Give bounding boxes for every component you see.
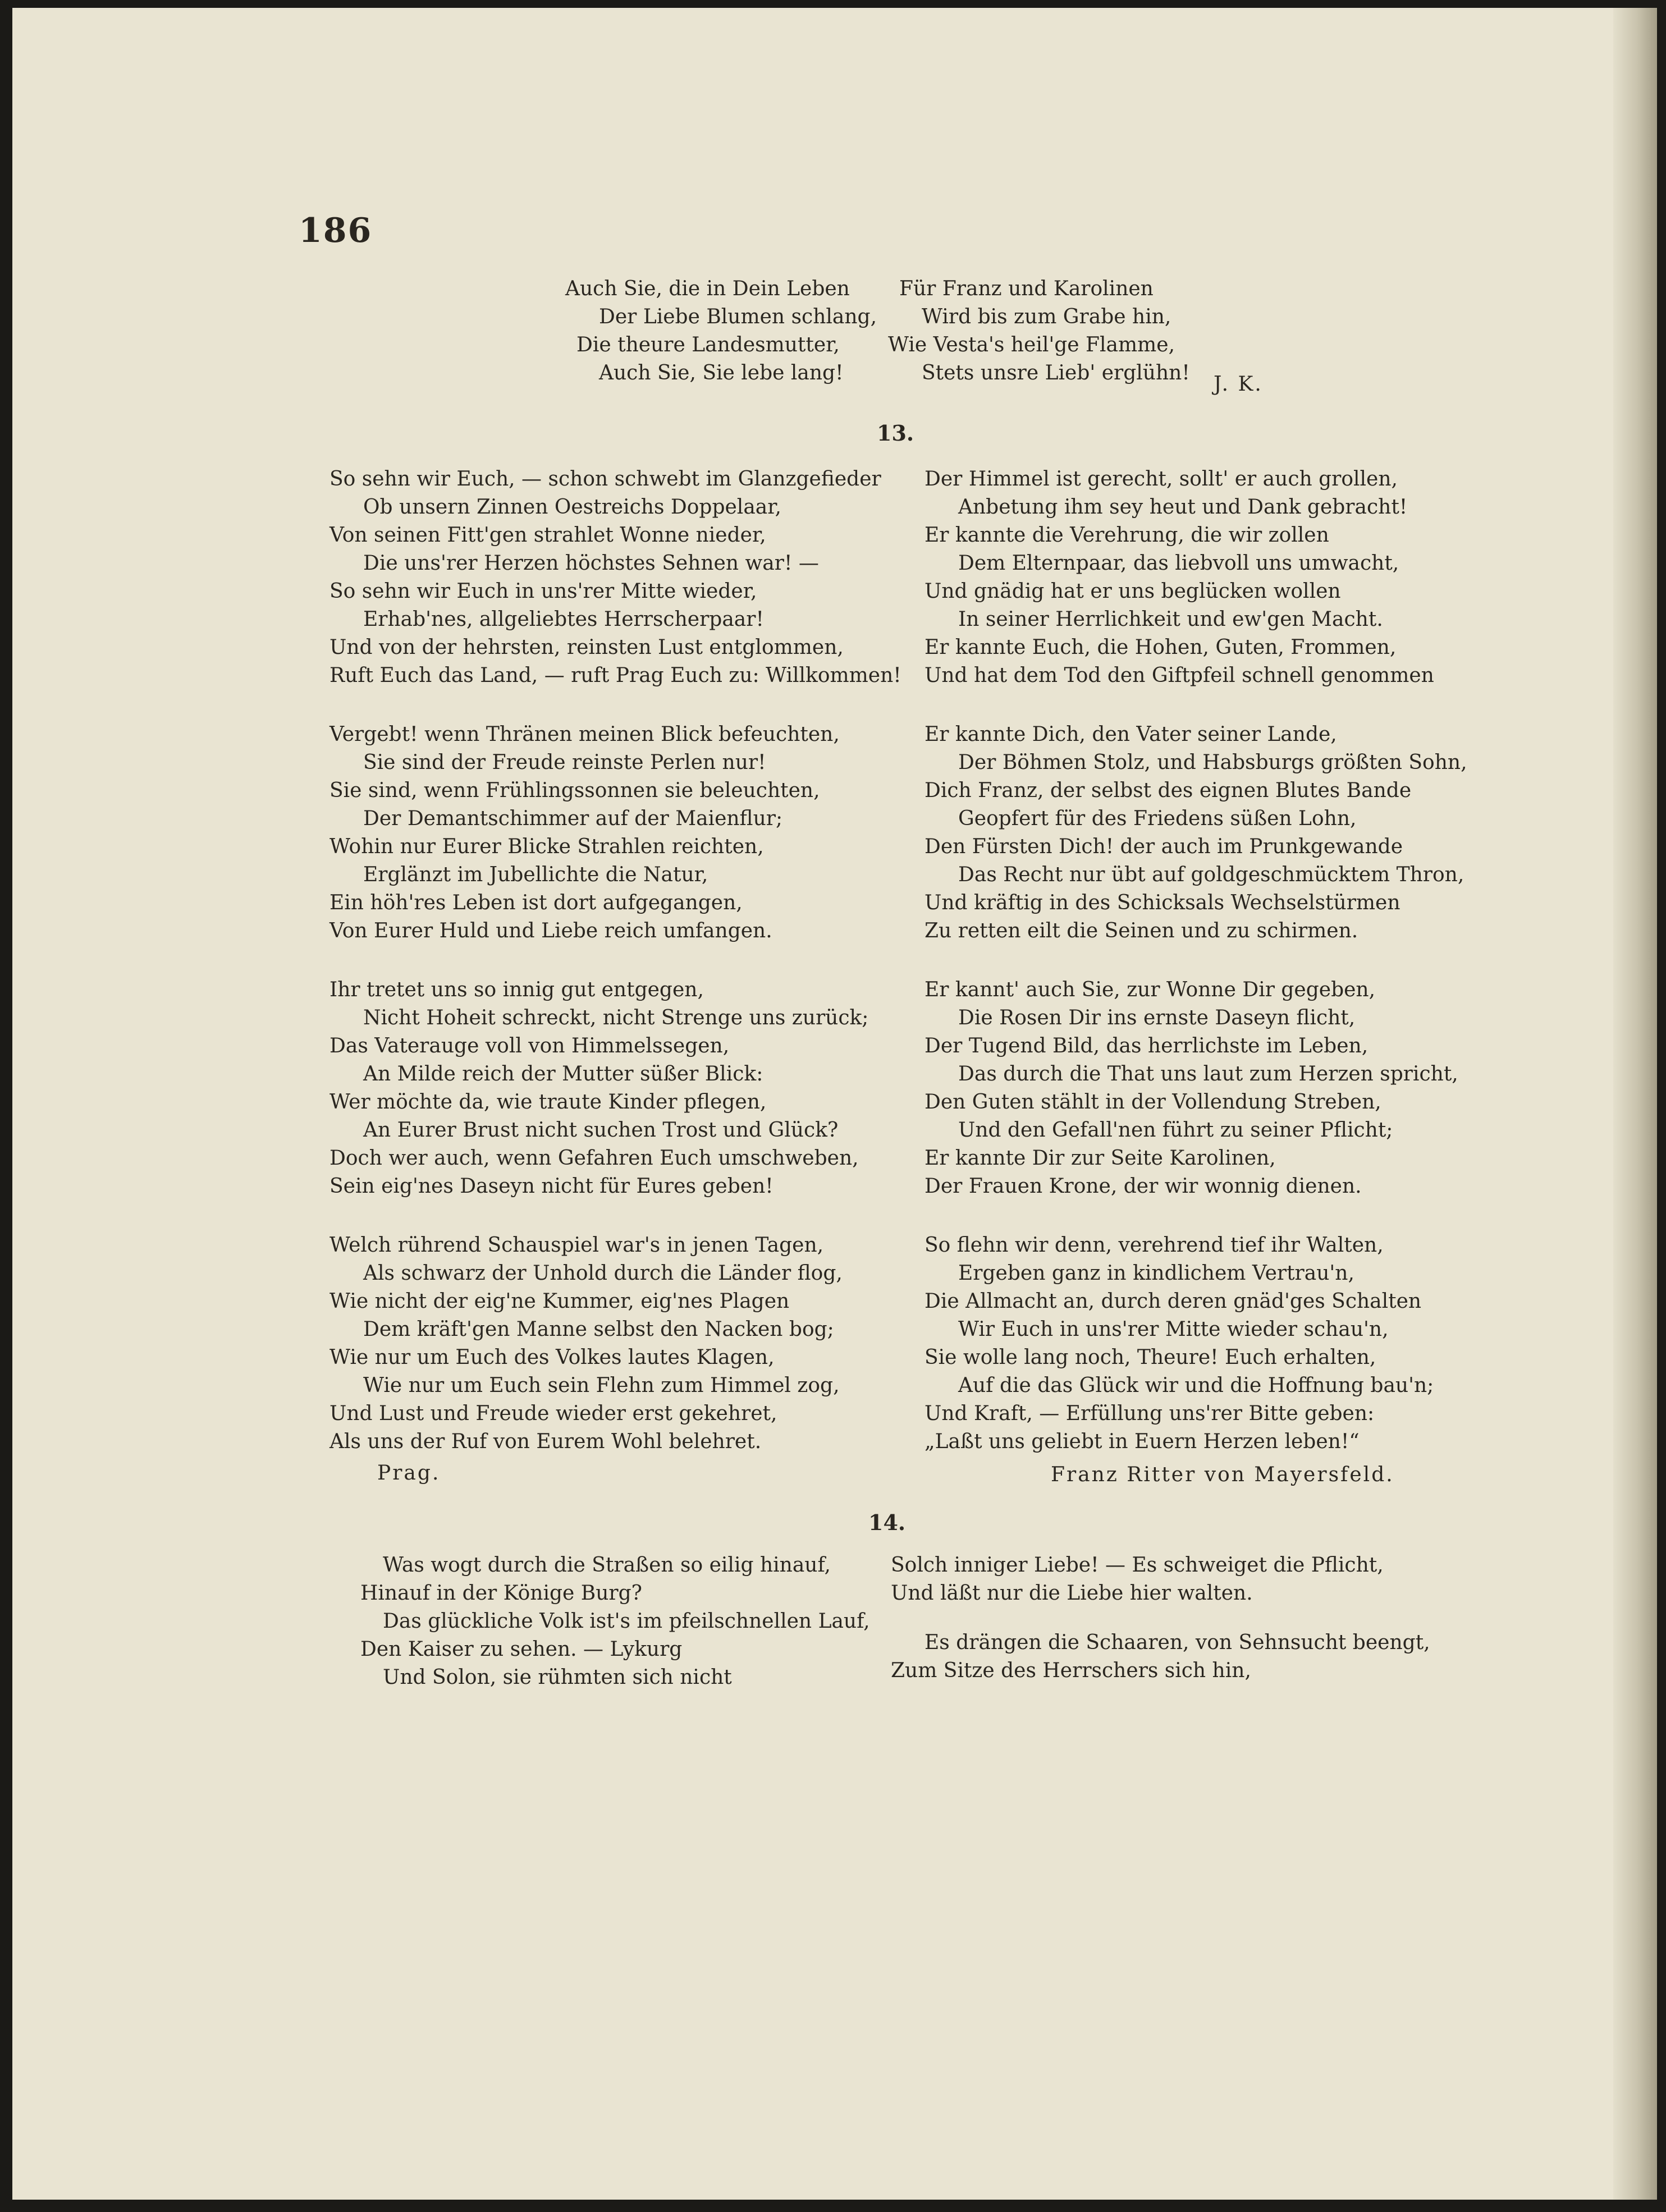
verse-line: Und den Gefall'nen führt zu seiner Pflicht; <box>958 1119 1393 1142</box>
verse-line: Anbetung ihm sey heut und Dank gebracht! <box>958 496 1408 519</box>
verse-line: Von seinen Fitt'gen strahlet Wonne nieder, <box>329 524 766 547</box>
poem-13-place: Prag. <box>377 1462 441 1485</box>
verse-line: Ein höh'res Leben ist dort aufgegangen, <box>329 891 743 914</box>
verse-line: Erhab'nes, allgeliebtes Herrscherpaar! <box>363 608 764 631</box>
verse-line: Der Demantschimmer auf der Maienflur; <box>363 807 783 830</box>
stanza-break <box>891 1608 1430 1629</box>
verse-line: Er kannte die Verehrung, die wir zollen <box>924 524 1329 547</box>
verse-line: In seiner Herrlichkeit und ew'gen Macht. <box>958 608 1383 631</box>
verse-line: Der Liebe Blumen schlang, <box>599 305 877 328</box>
verse-line: Und Kraft, — Erfüllung uns'rer Bitte geben: <box>924 1402 1375 1425</box>
verse-line: Den Fürsten Dich! der auch im Prunkgewande <box>924 835 1403 858</box>
verse-line: „Laßt uns geliebt in Euern Herzen leben!“ <box>924 1430 1360 1453</box>
book-page <box>12 8 1657 2200</box>
verse-line: Er kannte Dir zur Seite Karolinen, <box>924 1147 1276 1170</box>
verse-line: Doch wer auch, wenn Gefahren Euch umschweben, <box>329 1147 859 1170</box>
verse-line: Stets unsre Lieb' erglühn! <box>922 361 1190 384</box>
verse-line: So sehn wir Euch in uns'rer Mitte wieder, <box>329 580 757 603</box>
top-poem-left-stanza <box>565 275 877 387</box>
poem-13-right-stanza-3 <box>924 976 1458 1201</box>
verse-line: Als schwarz der Unhold durch die Länder flog, <box>363 1262 843 1285</box>
verse-line: Auf die das Glück wir und die Hoffnung bau'n; <box>958 1374 1434 1397</box>
poem-13-left-stanza-4 <box>329 1231 843 1456</box>
verse-line: Das glückliche Volk ist's im pfeilschnellen Lauf, <box>383 1610 870 1633</box>
verse-line: Den Kaiser zu sehen. — Lykurg <box>360 1638 683 1661</box>
verse-line: Solch inniger Liebe! — Es schweiget die Pflicht, <box>891 1554 1384 1577</box>
verse-line: Die uns'rer Herzen höchstes Sehnen war! — <box>363 552 819 575</box>
verse-line: Der Tugend Bild, das herrlichste im Leben, <box>924 1034 1368 1057</box>
verse-line: Nicht Hoheit schreckt, nicht Strenge uns zurück; <box>363 1006 869 1029</box>
poem-14-right-stanza <box>891 1551 1430 1685</box>
verse-line: Erglänzt im Jubellichte die Natur, <box>363 863 708 886</box>
poem-13-left-stanza-3 <box>329 976 868 1201</box>
verse-line: Ob unsern Zinnen Oestreichs Doppelaar, <box>363 496 781 519</box>
verse-line: Hinauf in der Könige Burg? <box>360 1582 642 1605</box>
top-poem-right-stanza <box>888 275 1190 387</box>
verse-line: Dem kräft'gen Manne selbst den Nacken bog; <box>363 1318 834 1341</box>
verse-line: Ruft Euch das Land, — ruft Prag Euch zu: Willkommen! <box>329 664 901 687</box>
verse-line: Und Solon, sie rühmten sich nicht <box>383 1666 732 1689</box>
book-spine-shadow <box>1613 8 1657 2200</box>
verse-line: Geopfert für des Friedens süßen Lohn, <box>958 807 1357 830</box>
verse-line: Er kannte Dich, den Vater seiner Lande, <box>924 723 1337 746</box>
poem-number: 14. <box>868 1510 906 1535</box>
verse-line: Ergeben ganz in kindlichem Vertrau'n, <box>958 1262 1354 1285</box>
verse-line: So sehn wir Euch, — schon schwebt im Glanzgefieder <box>329 468 881 491</box>
verse-line: Sie wolle lang noch, Theure! Euch erhalten, <box>924 1346 1376 1369</box>
verse-line: Dich Franz, der selbst des eignen Blutes Bande <box>924 779 1412 802</box>
verse-line: Und kräftig in des Schicksals Wechselstürmen <box>924 891 1400 914</box>
poem-13-signature: Franz Ritter von Mayersfeld. <box>1051 1463 1394 1486</box>
verse-line: Auch Sie, Sie lebe lang! <box>599 361 844 384</box>
verse-line: Dem Elternpaar, das liebvoll uns umwacht, <box>958 552 1399 575</box>
verse-line: Und hat dem Tod den Giftpfeil schnell genommen <box>924 664 1434 687</box>
verse-line: Was wogt durch die Straßen so eilig hinauf, <box>383 1554 831 1577</box>
poem-13-right-stanza-4 <box>924 1231 1434 1456</box>
verse-line: An Milde reich der Mutter süßer Blick: <box>363 1063 763 1086</box>
verse-line: Der Frauen Krone, der wir wonnig dienen. <box>924 1175 1362 1198</box>
verse-line: Wohin nur Eurer Blicke Strahlen reichten, <box>329 835 764 858</box>
poem-14-left-stanza <box>349 1551 870 1692</box>
poem-13-left-stanza-1 <box>329 465 901 690</box>
verse-line: Das durch die That uns laut zum Herzen spricht, <box>958 1063 1458 1086</box>
top-poem-signature: J. K. <box>1214 373 1263 396</box>
verse-line: Von Eurer Huld und Liebe reich umfangen. <box>329 919 772 942</box>
verse-line: Und läßt nur die Liebe hier walten. <box>891 1582 1253 1605</box>
verse-line: Das Recht nur übt auf goldgeschmücktem Thron, <box>958 863 1464 886</box>
verse-line: Vergebt! wenn Thränen meinen Blick befeuchten, <box>329 723 840 746</box>
verse-line: Zu retten eilt die Seinen und zu schirmen. <box>924 919 1358 942</box>
verse-line: Der Himmel ist gerecht, sollt' er auch grollen, <box>924 468 1398 491</box>
verse-line: Und Lust und Freude wieder erst gekehret, <box>329 1402 777 1425</box>
verse-line: Wie nur um Euch sein Flehn zum Himmel zog, <box>363 1374 840 1397</box>
verse-line: Die Rosen Dir ins ernste Daseyn flicht, <box>958 1006 1356 1029</box>
verse-line: Und von der hehrsten, reinsten Lust entglommen, <box>329 636 844 659</box>
verse-line: Wie nur um Euch des Volkes lautes Klagen, <box>329 1346 775 1369</box>
poem-13-right-stanza-2 <box>924 721 1467 945</box>
verse-line: Für Franz und Karolinen <box>899 277 1154 300</box>
verse-line: Wer möchte da, wie traute Kinder pflegen, <box>329 1091 767 1114</box>
verse-line: Den Guten stählt in der Vollendung Streben, <box>924 1091 1381 1114</box>
verse-line: Der Böhmen Stolz, und Habsburgs größten Sohn, <box>958 751 1467 774</box>
verse-line: Zum Sitze des Herrschers sich hin, <box>891 1659 1251 1682</box>
verse-line: Als uns der Ruf von Eurem Wohl belehret. <box>329 1430 762 1453</box>
verse-line: Die theure Landesmutter, <box>576 333 840 356</box>
verse-line: Er kannte Euch, die Hohen, Guten, Frommen, <box>924 636 1397 659</box>
verse-line: Er kannt' auch Sie, zur Wonne Dir gegeben, <box>924 978 1376 1001</box>
verse-line: Sie sind, wenn Frühlingssonnen sie beleuchten, <box>329 779 820 802</box>
poem-number: 13. <box>877 420 914 446</box>
verse-line: Sein eig'nes Daseyn nicht für Eures geben! <box>329 1175 774 1198</box>
verse-line: Auch Sie, die in Dein Leben <box>565 277 850 300</box>
verse-line: Das Vaterauge voll von Himmelssegen, <box>329 1034 730 1057</box>
verse-line: Sie sind der Freude reinste Perlen nur! <box>363 751 766 774</box>
verse-line: Und gnädig hat er uns beglücken wollen <box>924 580 1341 603</box>
page-number: 186 <box>299 211 373 250</box>
verse-line: Wie Vesta's heil'ge Flamme, <box>888 333 1175 356</box>
verse-line: Welch rührend Schauspiel war's in jenen Tagen, <box>329 1234 824 1257</box>
verse-line: Wird bis zum Grabe hin, <box>922 305 1171 328</box>
poem-13-left-stanza-2 <box>329 721 840 945</box>
verse-line: So flehn wir denn, verehrend tief ihr Walten, <box>924 1234 1384 1257</box>
verse-line: Ihr tretet uns so innig gut entgegen, <box>329 978 704 1001</box>
verse-line: Wie nicht der eig'ne Kummer, eig'nes Plagen <box>329 1290 790 1313</box>
poem-13-right-stanza-1 <box>924 465 1434 690</box>
verse-line: Die Allmacht an, durch deren gnäd'ges Schalten <box>924 1290 1422 1313</box>
verse-line: Wir Euch in uns'rer Mitte wieder schau'n, <box>958 1318 1389 1341</box>
verse-line: Es drängen die Schaaren, von Sehnsucht beengt, <box>924 1631 1430 1654</box>
verse-line: An Eurer Brust nicht suchen Trost und Glück? <box>363 1119 839 1142</box>
